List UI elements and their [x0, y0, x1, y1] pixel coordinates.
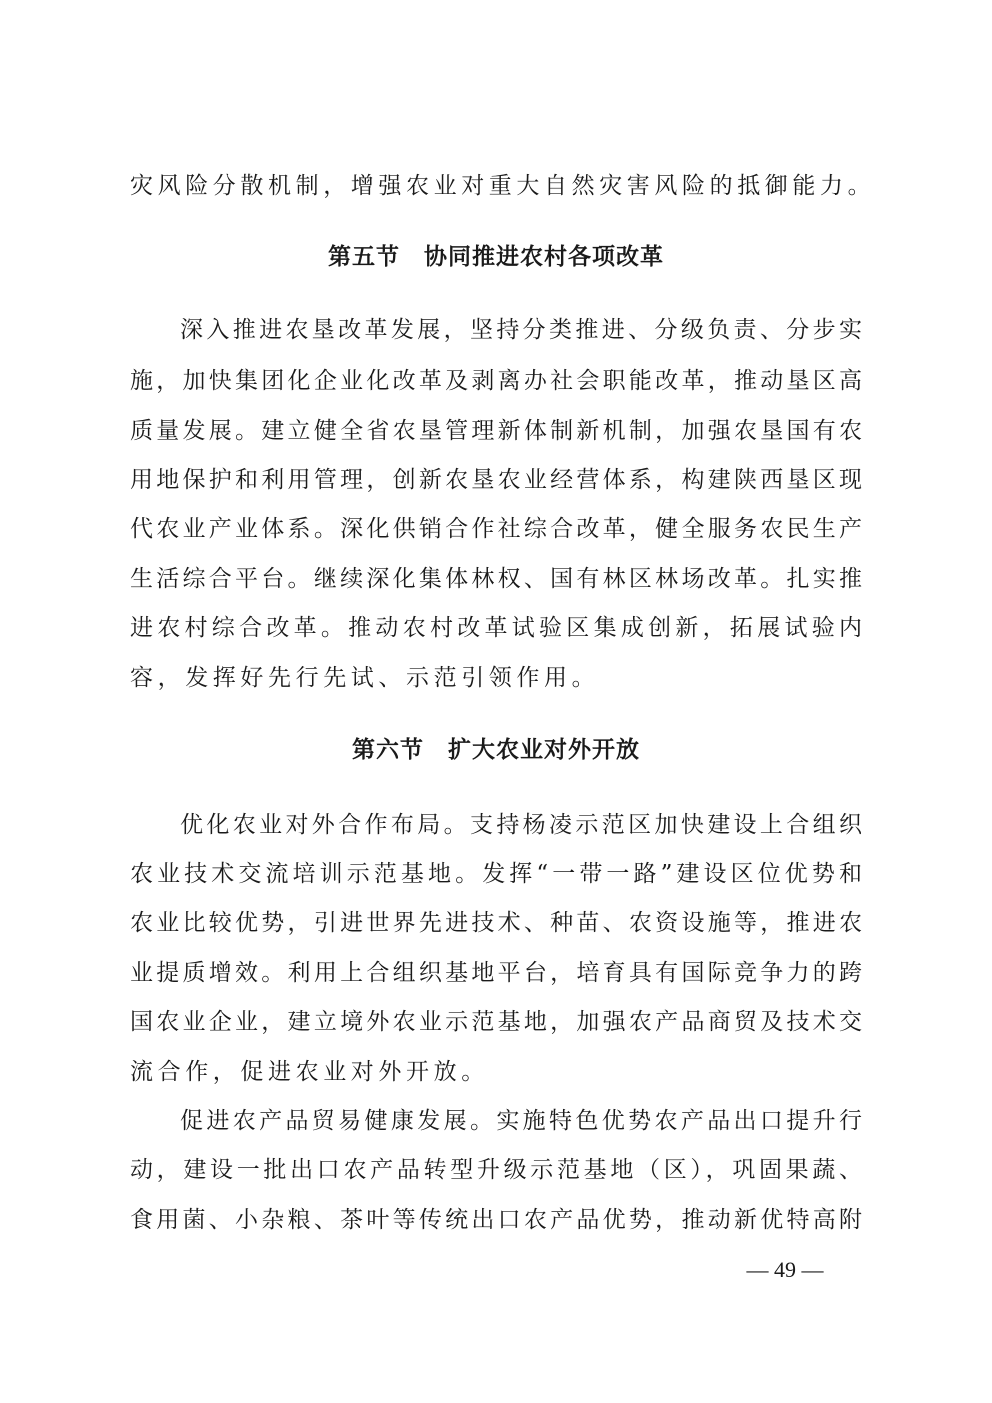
body-text-line: 容，发挥好先行先试、示范引领作用。: [130, 665, 600, 691]
body-text-line: 业提质增效。利用上合组织基地平台，培育具有国际竞争力的跨: [130, 960, 862, 986]
body-text-line: 国农业企业，建立境外农业示范基地，加强农产品商贸及技术交: [130, 1009, 862, 1035]
body-text-line: 农业技术交流培训示范基地。发挥“一带一路”建设区位优势和: [130, 861, 862, 887]
body-text-line: 灾风险分散机制，增强农业对重大自然灾害风险的抵御能力。: [130, 173, 876, 199]
body-text-line: 生活综合平台。继续深化集体林权、国有林区林场改革。扎实推: [130, 566, 862, 592]
body-text-line: 用地保护和利用管理，创新农垦农业经营体系，构建陕西垦区现: [130, 467, 862, 493]
section-heading-6: 第六节 扩大农业对外开放: [352, 737, 640, 763]
body-text-line: 进农村综合改革。推动农村改革试验区集成创新，拓展试验内: [130, 615, 862, 641]
body-text-line: 施，加快集团化企业化改革及剥离办社会职能改革，推动垦区高: [130, 368, 862, 394]
body-text-line: 农业比较优势，引进世界先进技术、种苗、农资设施等，推进农: [130, 910, 862, 936]
body-text-line: 代农业产业体系。深化供销合作社综合改革，健全服务农民生产: [130, 516, 862, 542]
body-text-line: 食用菌、小杂粮、茶叶等传统出口农产品优势，推动新优特高附: [130, 1207, 862, 1233]
body-text-line: 动，建设一批出口农产品转型升级示范基地（区），巩固果蔬、: [130, 1157, 862, 1183]
body-text-line: 质量发展。建立健全省农垦管理新体制新机制，加强农垦国有农: [130, 418, 862, 444]
body-text-line: 流合作，促进农业对外开放。: [130, 1059, 489, 1085]
body-text-line: 促进农产品贸易健康发展。实施特色优势农产品出口提升行: [180, 1108, 862, 1134]
section-heading-5: 第五节 协同推进农村各项改革: [328, 244, 664, 270]
body-text-line: 深入推进农垦改革发展，坚持分类推进、分级负责、分步实: [180, 317, 862, 343]
page-number: — 49 —: [746, 1257, 824, 1282]
body-text-line: 优化农业对外合作布局。支持杨凌示范区加快建设上合组织: [180, 812, 862, 838]
